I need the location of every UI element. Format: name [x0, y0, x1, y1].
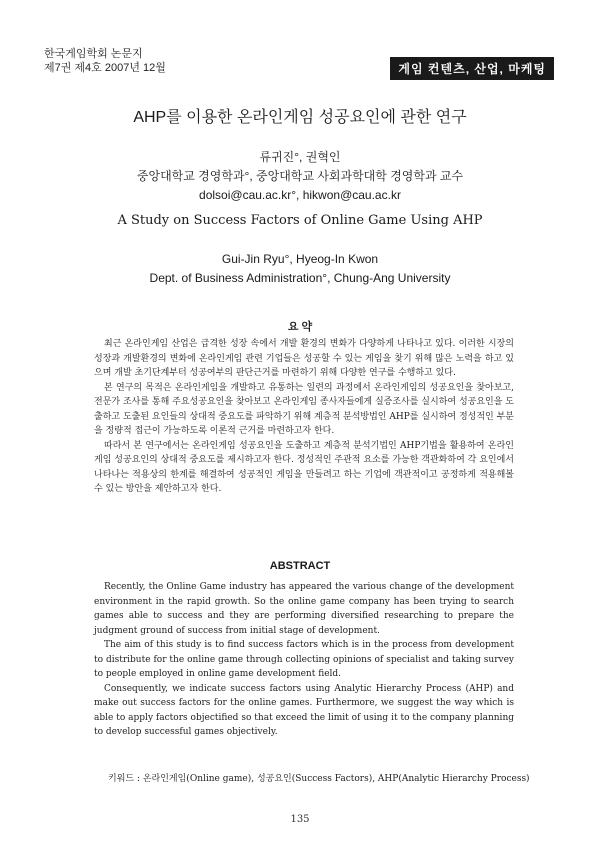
journal-info — [44, 47, 166, 75]
category-badge: 게임 컨텐츠, 산업, 마케팅 — [390, 57, 554, 80]
author-names-english: Gui-Jin Ryu°, Hyeog-In Kwon — [221, 252, 379, 266]
abstract-english-paragraph: Consequently, we indicate success factors using Analytic Hierarchy Process (AHP) and make out success factors for the online games. Furthermore, we suggest the way which is able to apply factors objectified so that exceed the limit of using it to the company planning to develop successful games objectively. — [94, 683, 514, 737]
authors-korean — [0, 148, 600, 205]
paper-title-korean: AHP를 이용한 온라인게임 성공요인에 관한 연구 — [133, 109, 467, 126]
abstract-korean-heading: 요 약 — [287, 321, 313, 333]
abstract-korean-paragraph: 따라서 본 연구에서는 온라인게임 성공요인을 도출하고 계층적 분석기법인 AHP기법을 활용하여 온라인게임 성공요인의 상대적 중요도를 제시하고자 한다. 정성적인 주관적 요소를 가능한 객관화하여 각 요인에서 나타나는 적용상의 한계를 해결하여 성공적인 게임을 만들려고 하는 기업에 객관적이고 공정하게 적용해볼 수 있는 방안을 제안하고자 한다. — [94, 440, 514, 494]
journal-name: 한국게임학회 논문지 — [44, 48, 143, 60]
author-emails: dolsoi@cau.ac.kr°, hikwon@cau.ac.kr — [199, 188, 401, 202]
abstract-korean-paragraph: 최근 온라인게임 산업은 급격한 성장 속에서 개발 환경의 변화가 다양하게 나타나고 있다. 이러한 시장의 성장과 개발환경의 변화에 온라인게임 관련 기업들은 성공할 수 있는 게임을 찾기 위해 많은 노력을 하고 있으며 개발 초기단계부터 성공여부의 판단근거를 마련하기 위해 다양한 연구를 수행하고 있다. — [94, 339, 514, 378]
author-names-korean: 류귀진°, 권혁인 — [259, 150, 341, 164]
abstract-english-paragraph: Recently, the Online Game industry has appeared the various change of the development environment in the rapid growth. So the online game company has been trying to search games able to success and they are performing diversified researching to prepare the judgment ground of success from initial stage of development. — [94, 582, 514, 636]
abstract-english-heading: ABSTRACT — [269, 560, 331, 572]
keywords: 키워드 : 온라인게임(Online game), 성공요인(Success Factors), AHP(Analytic Hierarchy Process) — [108, 774, 530, 784]
journal-issue: 제7권 제4호 2007년 12월 — [44, 62, 166, 74]
author-affiliation-korean: 중앙대학교 경영학과°, 중앙대학교 사회과학대학 경영학과 교수 — [136, 169, 464, 183]
abstract-english-paragraph: The aim of this study is to find success factors which is in the process from development to distribute for the online game through collecting opinions of specialist and taking survey to people employed in online game development field. — [94, 640, 514, 679]
abstract-korean-paragraph: 본 연구의 목적은 온라인게임을 개발하고 유통하는 일련의 과정에서 온라인게임의 성공요인을 찾아보고, 전문가 조사를 통해 주요성공요인을 찾아보고 온라인게임 종사자들에게 실증조사를 실시하여 성공요인을 도출하고 도출된 요인들의 상대적 중요도를 파악하기 위해 계층적 분석방법인 AHP를 실시하여 정성적인 부분을 정량적 접근이 가능하도록 이론적 근거를 마련하고자 한다. — [94, 382, 514, 436]
author-affiliation-english: Dept. of Business Administration°, Chung-Ang University — [149, 271, 451, 285]
abstract-english-body — [94, 580, 514, 740]
page-number: 135 — [290, 814, 310, 825]
abstract-korean-body — [94, 337, 514, 497]
authors-english — [0, 250, 600, 288]
paper-title-english: A Study on Success Factors of Online Game Using AHP — [117, 213, 483, 228]
